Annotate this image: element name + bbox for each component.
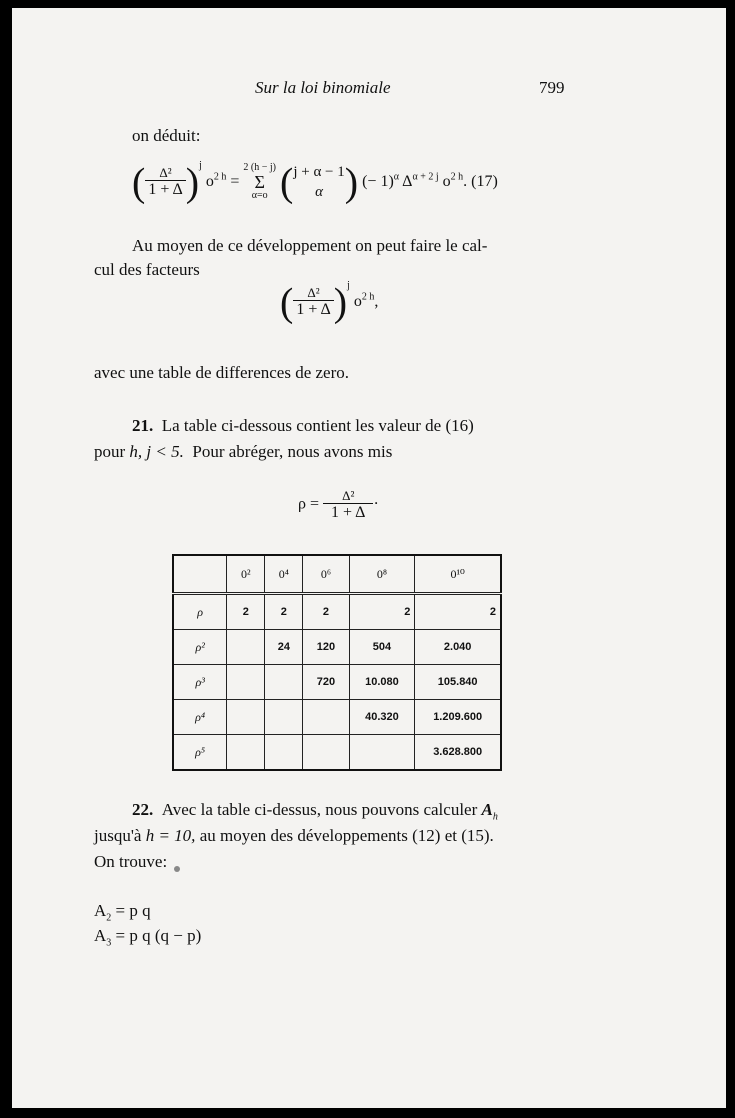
paragraph-on-deduit: on déduit: [132,126,201,145]
summation: 2 (h − j) Σ α=o [243,162,276,202]
section-21-line2: pour h, j < 5. Pour abréger, nous avons mis [94,442,393,461]
table-cell: 2 [227,594,265,630]
table-header: 0¹⁰ [415,555,501,594]
table-cell [303,700,349,735]
section-22-line3: On trouve: [94,852,168,871]
section-22-line2: jusqu'à h = 10, au moyen des développements (12) et (15). [94,826,494,845]
left-paren: ( [132,159,146,205]
table-cell [227,700,265,735]
right-paren: ) [185,159,200,205]
table-cell [349,735,415,771]
section-22-line1: 22. Avec la table ci-dessus, nous pouvons calculer $A_h$ [132,800,498,823]
table-cell: 3.628.800 [415,735,501,771]
table-cell: 504 [349,630,415,665]
section-21-line1: 21. La table ci-dessous contient les valeur de (16) [132,416,474,435]
page [12,8,726,1108]
table-cell: 24 [265,630,303,665]
table-cell: 2 [265,594,303,630]
table-header: 0⁸ [349,555,415,594]
section-number: 22. [132,800,154,819]
table-cell: 2 [415,594,501,630]
table-header: 0⁶ [303,555,349,594]
table-cell: 720 [303,665,349,700]
binomial: j + α − 1 α [293,164,345,201]
table-cell [227,630,265,665]
table-cell: 120 [303,630,349,665]
page-number: 799 [539,78,565,97]
table-cell [265,735,303,771]
table-cell [265,665,303,700]
ink-spot [174,866,180,872]
equation-rho: ρ = $\frac{\text{Δ²}}{1 + \Delta}$ · [298,488,379,521]
paragraph-line: cul des facteurs [94,260,200,279]
table-row [173,700,501,735]
table-cell [227,665,265,700]
running-header-title: Sur la loi binomiale [255,78,391,97]
table-header-row [173,555,501,594]
table-cell [303,735,349,771]
table-cell: 105.840 [415,665,501,700]
row-label: ρ² [173,630,227,665]
table-row [173,735,501,771]
formula-a2: $A_2 = p$ q [94,901,151,924]
table-header: 0⁴ [265,555,303,594]
formula-a3: $A_3 = p$ q (q − p) [94,926,202,949]
table-cell: 2.040 [415,630,501,665]
paragraph-line: Au moyen de ce développement on peut faire le cal- [132,236,488,255]
table-cell: 2 [349,594,415,630]
table-row [173,630,501,665]
table-cell: 10.080 [349,665,415,700]
row-label: ρ⁴ [173,700,227,735]
fraction: $\frac{\text{Δ²}}{1 + \Delta}$ [145,165,185,199]
table-cell: 40.320 [349,700,415,735]
table-cell [265,700,303,735]
paragraph-differences: avec une table de differences de zero. [94,363,350,382]
table-row [173,665,501,700]
section-number: 21. [132,416,154,435]
table-cell: 2 [303,594,349,630]
values-table [172,554,502,771]
table-cell: 1.209.600 [415,700,501,735]
row-label: ρ³ [173,665,227,700]
table-header: 0² [227,555,265,594]
row-label: ρ [173,594,227,630]
equation-factor: ( $\frac{\text{Δ²}}{1 + \Delta}$ )$^j$ $o^{2 h}$, [280,279,379,325]
table-header [173,555,227,594]
table-cell [227,735,265,771]
equation-label: . (17) [463,173,498,190]
table-row [173,594,501,630]
equation-17: ( $\frac{\text{Δ²}}{1 + \Delta}$ )$^j$ $o^{2 h}$ = 2 (h − j) Σ α=o ( j + α − 1 α ) (− 1)$^\alpha$ $\Delta^{\alpha + 2 j}$ $o^{2 h}$. (17) [132,159,498,205]
row-label: ρ⁵ [173,735,227,771]
